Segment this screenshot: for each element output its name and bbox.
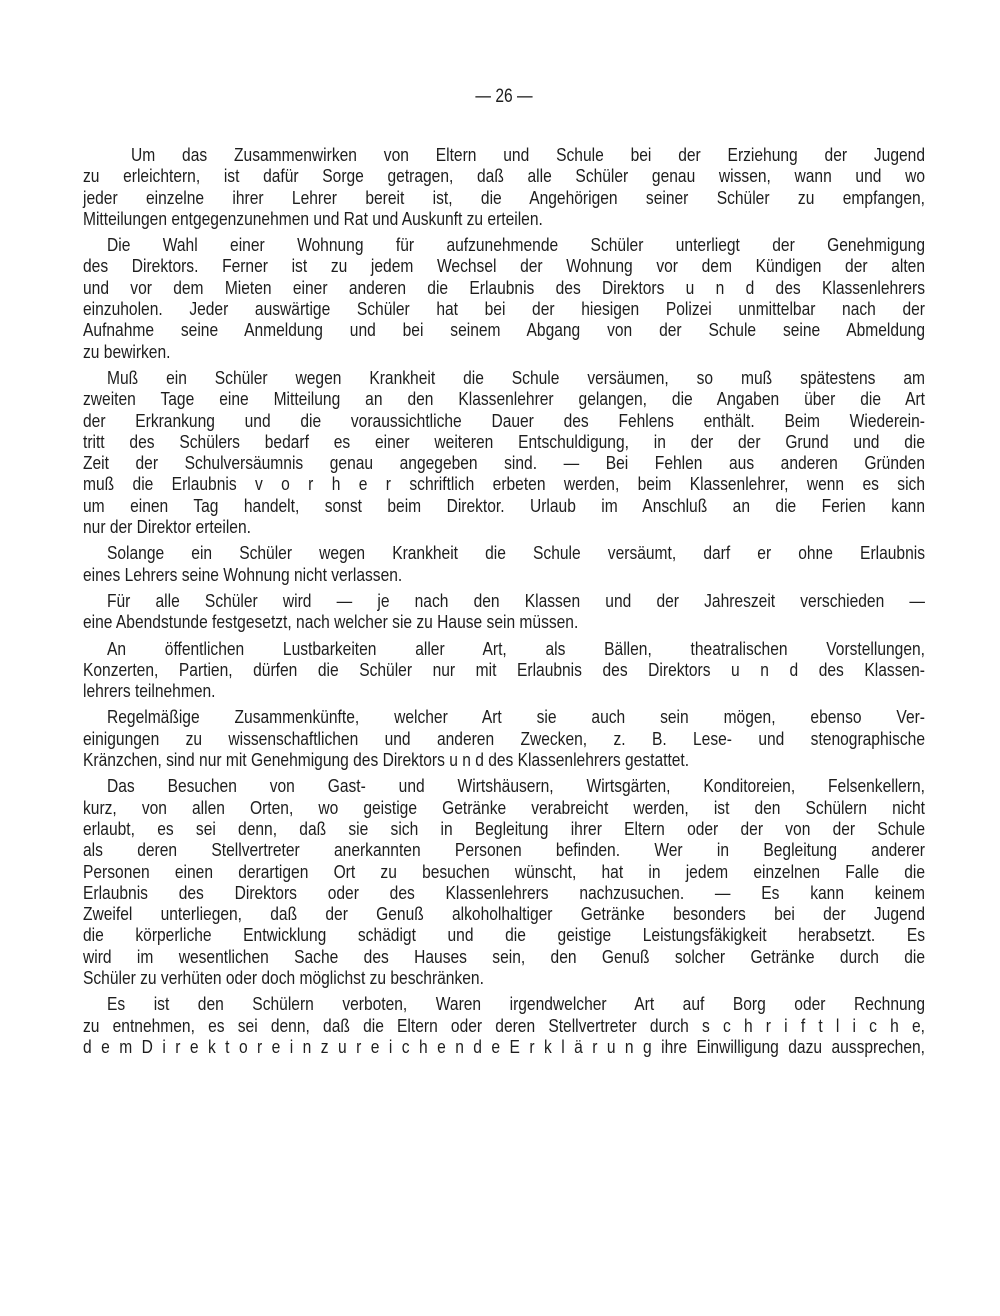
text-line: Das Besuchen von Gast- und Wirtshäusern, Wirtsgärten, Konditoreien, Felsenkellern, bbox=[106, 775, 925, 797]
text-line: Muß ein Schüler wegen Krankheit die Schule versäumen, so muß spätestens am bbox=[106, 366, 925, 388]
text-line: Mitteilungen entgegenzunehmen und Rat und Auskunft zu erteilen. bbox=[83, 207, 543, 229]
text-line: tritt des Schülers bedarf es einer weiteren Entschuldigung, in der der Grund und die bbox=[83, 430, 925, 452]
text-line: Zweifel unterliegen, daß der Genuß alkoholhaltiger Getränke besonders bei der Jugend bbox=[83, 903, 925, 925]
page-number: — 26 — bbox=[475, 86, 533, 107]
body-text bbox=[83, 144, 925, 1062]
paragraph bbox=[83, 144, 925, 229]
text-line: Für alle Schüler wird — je nach den Klassen und der Jahreszeit verschieden — bbox=[106, 589, 925, 611]
paragraph bbox=[83, 775, 925, 988]
text-line: muß die Erlaubnis v o r h e r schriftlich erbeten werden, beim Klassenlehrer, wenn es sich bbox=[83, 473, 925, 495]
text-line: jeder einzelne ihrer Lehrer bereit ist, die Angehörigen seiner Schüler zu empfangen, bbox=[83, 186, 925, 208]
text-line: d e m D i r e k t o r e i n z u r e i c h e n d e E r k l ä r u n g ihre Einwilligung dazu aussprechen, bbox=[83, 1035, 925, 1057]
text-line: Schüler zu verhüten oder doch möglichst zu beschränken. bbox=[83, 966, 484, 988]
text-line: zu entnehmen, es sei denn, daß die Eltern oder deren Stellvertreter durch s c h r i f t l i c h e, bbox=[83, 1014, 925, 1036]
text-line: Es ist den Schülern verboten, Waren irgendwelcher Art auf Borg oder Rechnung bbox=[106, 993, 925, 1015]
paragraph bbox=[83, 590, 925, 633]
text-line: des Direktors. Ferner ist zu jedem Wechsel der Wohnung vor dem Kündigen der alten bbox=[83, 255, 925, 277]
text-line: zweiten Tage eine Mitteilung an den Klassenlehrer gelangen, die Angaben über die Art bbox=[83, 388, 925, 410]
text-line: Erlaubnis des Direktors oder des Klassenlehrers nachzusuchen. — Es kann keinem bbox=[83, 881, 925, 903]
text-line: Regelmäßige Zusammenkünfte, welcher Art sie auch sein mögen, ebenso Ver- bbox=[106, 706, 925, 728]
text-line: Die Wahl einer Wohnung für aufzunehmende Schüler unterliegt der Genehmigung bbox=[106, 234, 925, 256]
text-line: einzuholen. Jeder auswärtige Schüler hat bei der hiesigen Polizei unmittelbar nach der bbox=[83, 298, 925, 320]
paragraph bbox=[83, 234, 925, 362]
text-line: die körperliche Entwicklung schädigt und die geistige Leistungsfäkigkeit herabsetzt. Es bbox=[83, 924, 925, 946]
paragraph bbox=[83, 706, 925, 770]
text-line: wird im wesentlichen Sache des Hauses sein, den Genuß solcher Getränke durch die bbox=[83, 945, 925, 967]
text-line: kurz, von allen Orten, wo geistige Getränke verabreicht werden, ist den Schülern nicht bbox=[83, 796, 925, 818]
paragraph bbox=[83, 993, 925, 1057]
text-line: um einen Tag handelt, sonst beim Direktor. Urlaub im Anschluß an die Ferien kann bbox=[83, 494, 925, 516]
text-line: An öffentlichen Lustbarkeiten aller Art, als Bällen, theatralischen Vorstellungen, bbox=[106, 637, 925, 659]
paragraph bbox=[83, 367, 925, 537]
text-line: nur der Direktor erteilen. bbox=[83, 516, 251, 538]
text-line: Solange ein Schüler wegen Krankheit die Schule versäumt, darf er ohne Erlaubnis bbox=[106, 542, 925, 564]
paragraph bbox=[83, 638, 925, 702]
text-line: einigungen zu wissenschaftlichen und anderen Zwecken, z. B. Lese- und stenographische bbox=[83, 727, 925, 749]
text-line: Zeit der Schulversäumnis genau angegeben sind. — Bei Fehlen aus anderen Gründen bbox=[83, 452, 925, 474]
text-line: eine Abendstunde festgesetzt, nach welcher sie zu Hause sein müssen. bbox=[83, 611, 579, 633]
text-line: Kränzchen, sind nur mit Genehmigung des Direktors u n d des Klassenlehrers gestattet. bbox=[83, 749, 690, 771]
text-line: Aufnahme seine Anmeldung und bei seinem Abgang von der Schule seine Abmeldung bbox=[83, 319, 925, 341]
text-line: der Erkrankung und die voraussichtliche Dauer des Fehlens enthält. Beim Wiederein- bbox=[83, 409, 925, 431]
text-line: erlaubt, es sei denn, daß sie sich in Begleitung ihrer Eltern oder der von der Schule bbox=[83, 817, 925, 839]
text-line: zu erleichtern, ist dafür Sorge getragen, daß alle Schüler genau wissen, wann und wo bbox=[83, 165, 925, 187]
text-line: zu bewirken. bbox=[83, 340, 171, 362]
text-line: lehrers teilnehmen. bbox=[83, 680, 216, 702]
text-line: Um das Zusammenwirken von Eltern und Schule bei der Erziehung der Jugend bbox=[130, 144, 925, 165]
text-line: eines Lehrers seine Wohnung nicht verlassen. bbox=[83, 563, 403, 585]
text-line: als deren Stellvertreter anerkannten Personen befinden. Wer in Begleitung anderer bbox=[83, 839, 925, 861]
text-line: Personen einen derartigen Ort zu besuchen wünscht, hat in jedem einzelnen Falle die bbox=[83, 860, 925, 882]
paragraph bbox=[83, 542, 925, 585]
text-line: und vor dem Mieten einer anderen die Erlaubnis des Direktors u n d des Klassenlehrers bbox=[83, 276, 925, 298]
text-line: Konzerten, Partien, dürfen die Schüler nur mit Erlaubnis des Direktors u n d des Klassen- bbox=[83, 658, 925, 680]
